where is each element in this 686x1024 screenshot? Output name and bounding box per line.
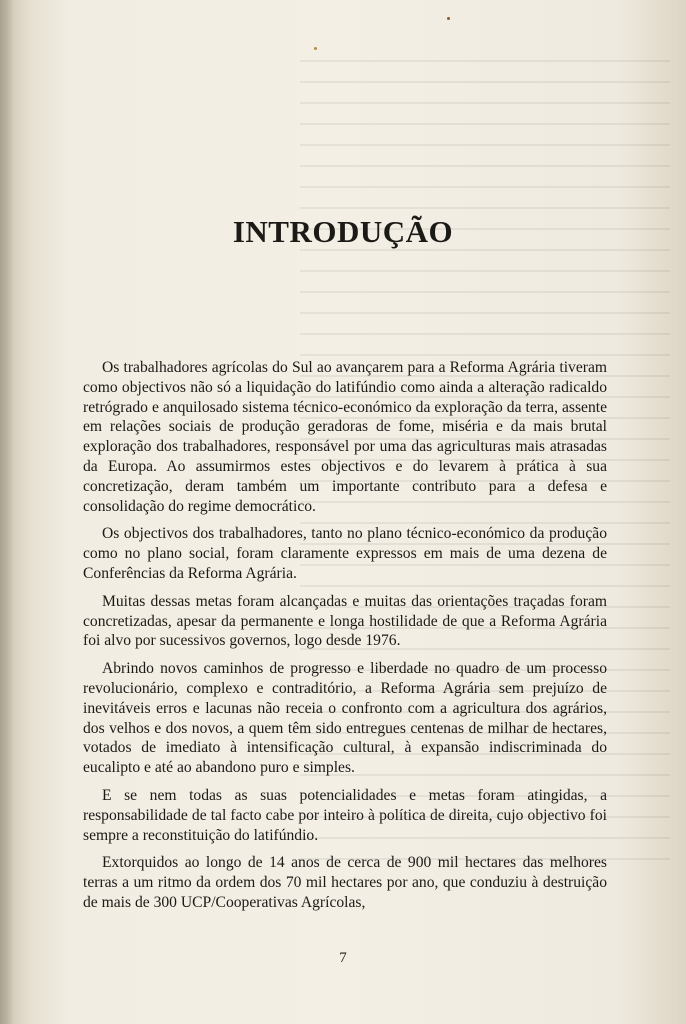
- paragraph: Muitas dessas metas foram alcançadas e muitas das orientações traçadas foram concretizadas, apesar da permanente e longa hostilidade de que a Reforma Agrária foi alvo por sucessivos governos, logo desde 1976.: [83, 592, 607, 650]
- paragraph: Abrindo novos caminhos de progresso e liberdade no quadro de um processo revolucionário, complexo e contraditório, a Reforma Agrária sem prejuízo de inevitáveis erros e lacunas não receia o confronto com a agricultura dos agrários, dos velhos e dos novos, a quem têm sido entregues centenas de milhar de hectares, votados de imediato à intensificação cultural, à expansão indiscriminada do eucalipto e até ao abandono puro e simples.: [83, 660, 607, 777]
- paragraph: E se nem todas as suas potencialidades e metas foram atingidas, a responsabilidade de tal facto cabe por inteiro à política de direita, cujo objectivo foi sempre a reconstituição do latifúndio.: [83, 786, 607, 844]
- page-title: INTRODUÇÃO: [232, 214, 454, 249]
- paper-speck: [447, 17, 450, 20]
- paper-speck: [314, 47, 317, 50]
- body-text: [83, 358, 607, 921]
- paragraph: Os objectivos dos trabalhadores, tanto no plano técnico-económico da produção como no plano social, foram claramente expressos em mais de uma dezena de Conferências da Reforma Agrária.: [83, 525, 607, 582]
- paragraph: Extorquidos ao longo de 14 anos de cerca de 900 mil hectares das melhores terras a um ritmo da ordem dos 70 mil hectares por ano, que conduziu à destruição de mais de 300 UCP/Cooperativas Agrícolas,: [83, 854, 607, 911]
- page-number: 7: [339, 950, 347, 966]
- paragraph: Os trabalhadores agrícolas do Sul ao avançarem para a Reforma Agrária tiveram como objectivos não só a liquidação do latifúndio como ainda a alteração radicaldo retrógrado e anquilosado sistema técnico-económico da exploração da terra, assente em relações sociais de produção geradoras de fome, miséria e da mais brutal exploração dos trabalhadores, responsável por uma das agriculturas mais atrasadas da Europa. Ao assumirmos estes objectivos e do levarem à prática à sua concretização, deram também um importante contributo para a defesa e consolidação do regime democrático.: [83, 359, 607, 515]
